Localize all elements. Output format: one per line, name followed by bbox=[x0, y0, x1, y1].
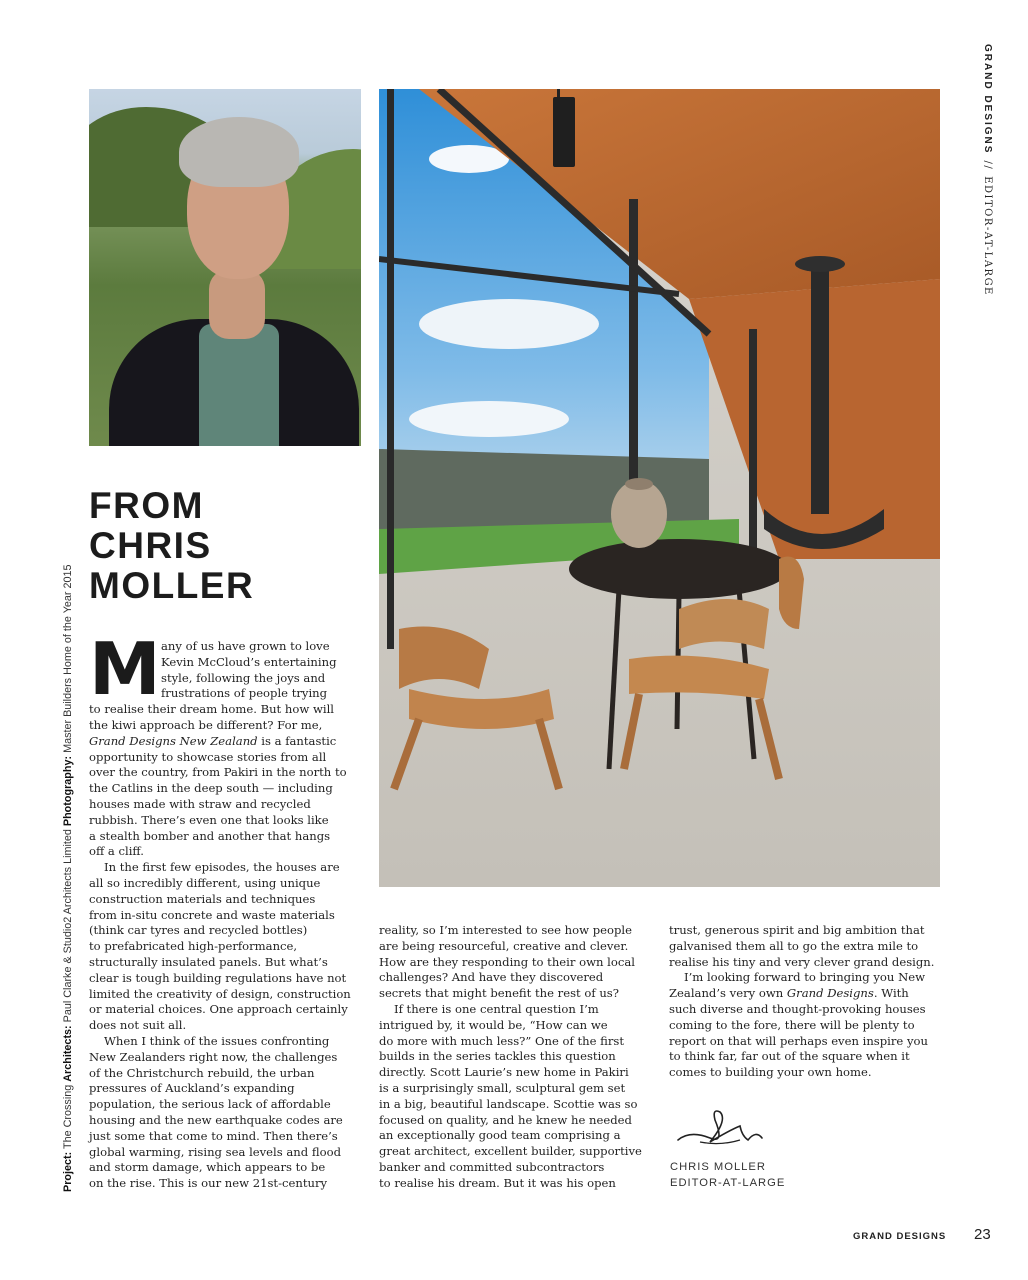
body-text-line: challenges? And have they discovered bbox=[379, 970, 604, 985]
body-text-line: construction materials and techniques bbox=[89, 891, 316, 906]
body-text-line: trust, generous spirit and big ambition that bbox=[669, 923, 925, 937]
body-text-line: to realise his dream. But it was his open bbox=[379, 1175, 616, 1190]
interior-photo bbox=[379, 89, 940, 887]
body-text-line: an exceptionally good team comprising a bbox=[379, 1128, 621, 1143]
body-text-line: are being resourceful, creative and clever. bbox=[379, 938, 629, 953]
body-text-line: global warming, rising sea levels and flood bbox=[89, 1144, 341, 1159]
body-text-line: limited the creativity of design, construction bbox=[89, 986, 351, 1001]
body-text-line: I’m looking forward to bringing you New bbox=[684, 970, 925, 985]
body-text-line: If there is one central question I’m bbox=[394, 1001, 599, 1016]
body-text-line: just some that come to mind. Then there’s bbox=[89, 1128, 338, 1143]
signature-image bbox=[670, 1100, 780, 1152]
body-text-line: report on that will perhaps even inspire you bbox=[669, 1033, 928, 1048]
running-head bbox=[982, 44, 993, 296]
credit-project-label: Project: bbox=[62, 1151, 74, 1192]
running-head-brand: GRAND DESIGNS bbox=[982, 44, 993, 155]
credit-photography-label: Photography: bbox=[62, 755, 74, 827]
drop-cap: M bbox=[89, 627, 161, 711]
credit-architects-label: Architects: bbox=[62, 1025, 74, 1082]
body-text-line: banker and committed subcontractors bbox=[379, 1159, 605, 1174]
running-head-section: EDITOR-AT-LARGE bbox=[982, 176, 993, 296]
portrait-photo bbox=[89, 89, 361, 446]
body-text-line: realise his tiny and very clever grand design. bbox=[669, 954, 935, 969]
body-text-line: off a cliff. bbox=[89, 844, 144, 859]
body-text-line: such diverse and thought-provoking houses bbox=[669, 1001, 926, 1016]
body-column-2 bbox=[379, 923, 654, 1192]
signoff-name: CHRIS MOLLER bbox=[670, 1161, 766, 1173]
body-text-line: on the rise. This is our new 21st-century bbox=[89, 1176, 328, 1191]
body-text-line: Kevin McCloud’s entertaining bbox=[161, 654, 337, 669]
credit-architects-value: Paul Clarke & Studio2 Architects Limited bbox=[62, 829, 74, 1023]
body-column-1 bbox=[89, 639, 364, 1192]
photo-credits bbox=[62, 564, 74, 1192]
body-text-line: coming to the fore, there will be plenty to bbox=[669, 1017, 915, 1032]
body-text-line: in a big, beautiful landscape. Scottie was so bbox=[379, 1096, 638, 1111]
body-text-line: or material choices. One approach certainly bbox=[89, 1002, 348, 1017]
body-text-line: from in-situ concrete and waste materials bbox=[89, 907, 335, 922]
body-text-line: is a surprisingly small, sculptural gem set bbox=[379, 1080, 626, 1095]
body-text-line: the kiwi approach be different? For me, bbox=[89, 717, 323, 732]
body-text-line: over the country, from Pakiri in the north to bbox=[89, 765, 347, 780]
body-text-line: do more with much less?” One of the first bbox=[379, 1033, 625, 1048]
body-text-line: of the Christchurch rebuild, the urban bbox=[89, 1065, 315, 1080]
body-text-line: rubbish. There’s even one that looks like bbox=[89, 812, 329, 827]
body-text-line: opportunity to showcase stories from all bbox=[89, 749, 327, 764]
body-text-line: comes to building your own home. bbox=[669, 1065, 872, 1080]
body-text-line: reality, so I’m interested to see how people bbox=[379, 923, 632, 937]
body-text-line: all so incredibly different, using unique bbox=[89, 875, 321, 890]
body-text-line: In the first few episodes, the houses are bbox=[104, 860, 340, 875]
headline-line-1: FROM bbox=[89, 485, 204, 526]
body-text-line: style, following the joys and bbox=[161, 670, 326, 685]
body-text-line: to prefabricated high-performance, bbox=[89, 939, 298, 954]
body-text-line: galvanised them all to go the extra mile to bbox=[669, 938, 919, 953]
page-number: 23 bbox=[974, 1226, 991, 1243]
body-text-line: the Catlins in the deep south — including bbox=[89, 781, 333, 796]
body-text-line: structurally insulated panels. But what’s bbox=[89, 954, 328, 969]
credit-project-value: The Crossing bbox=[62, 1084, 74, 1149]
body-column-3 bbox=[669, 923, 944, 1081]
body-text-line: to think far, far out of the square when it bbox=[669, 1049, 910, 1064]
body-text-line: population, the serious lack of affordable bbox=[89, 1097, 331, 1112]
article-headline bbox=[89, 486, 254, 606]
running-head-separator: // bbox=[982, 160, 993, 171]
body-text-line: clear is tough building regulations have not bbox=[89, 970, 347, 985]
body-text-line: frustrations of people trying bbox=[161, 686, 328, 701]
body-text-line: houses made with straw and recycled bbox=[89, 796, 311, 811]
body-text-line: focused on quality, and he knew he needed bbox=[379, 1112, 632, 1127]
headline-line-3: MOLLER bbox=[89, 565, 255, 606]
body-text-line: any of us have grown to love bbox=[161, 639, 330, 653]
signoff-role: EDITOR-AT-LARGE bbox=[670, 1177, 786, 1189]
body-text-line: pressures of Auckland’s expanding bbox=[89, 1081, 295, 1096]
body-text-line: New Zealanders right now, the challenges bbox=[89, 1049, 338, 1064]
credit-photography-value: Master Builders Home of the Year 2015 bbox=[62, 564, 74, 753]
headline-line-2: CHRIS bbox=[89, 525, 212, 566]
body-text-line: builds in the series tackles this question bbox=[379, 1049, 616, 1064]
body-text-line: secrets that might benefit the rest of us? bbox=[379, 986, 619, 1001]
body-text-line: great architect, excellent builder, supportive bbox=[379, 1144, 642, 1159]
body-text-line: When I think of the issues confronting bbox=[104, 1033, 330, 1048]
body-text-line: Grand Designs New Zealand is a fantastic bbox=[89, 733, 337, 748]
body-text-line: How are they responding to their own local bbox=[379, 954, 635, 969]
body-text-line: to realise their dream home. But how will bbox=[89, 702, 334, 717]
body-text-line: Zealand’s very own Grand Designs. With bbox=[669, 986, 909, 1001]
body-text-line: directly. Scott Laurie’s new home in Pakiri bbox=[379, 1065, 629, 1080]
body-text-line: (think car tyres and recycled bottles) bbox=[89, 923, 308, 938]
body-text-line: housing and the new earthquake codes are bbox=[89, 1112, 343, 1127]
body-text-line: intrigued by, it would be, “How can we bbox=[379, 1017, 608, 1032]
body-text-line: and storm damage, which appears to be bbox=[89, 1160, 326, 1175]
body-text-line: does not suit all. bbox=[89, 1018, 187, 1033]
body-text-line: a stealth bomber and another that hangs bbox=[89, 828, 331, 843]
footer-brand: GRAND DESIGNS bbox=[853, 1231, 947, 1242]
